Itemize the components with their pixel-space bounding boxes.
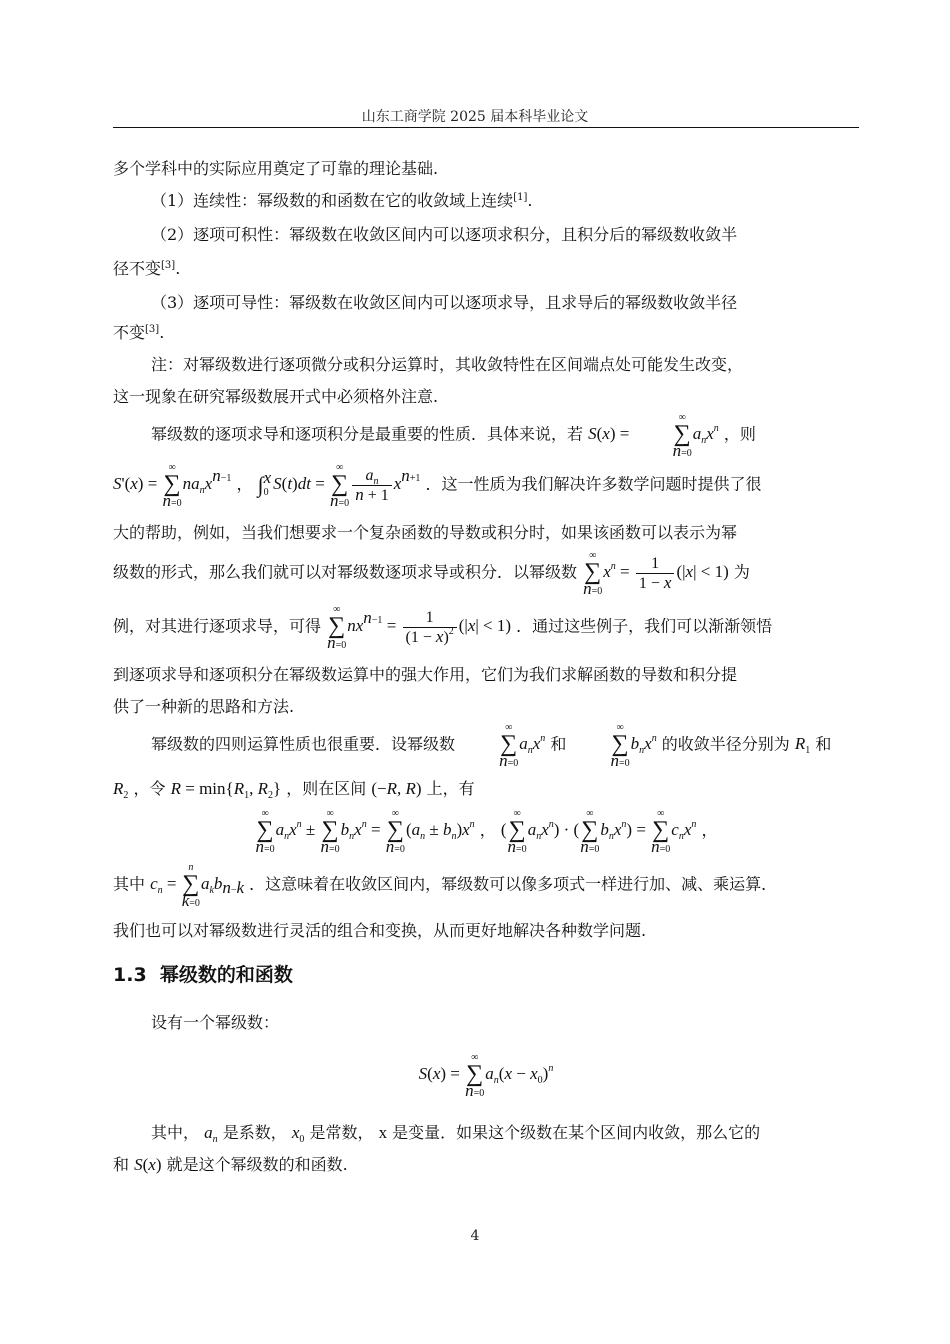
property-integrability-line1: （2）逐项可积性：幂级数在收敛区间内可以逐项求积分，且积分后的幂级数收敛半 (151, 225, 738, 244)
deriv-line6: 到逐项求导和逐项积分在幂级数运算中的强大作用，它们为我们求解函数的导数和积分提 (113, 665, 738, 684)
formula-power-series: S(x) = ∞ ∑ n=0 $a_n(x - x_0)^n$ (418, 1052, 554, 1100)
formula-arithmetic-display: ∞ ∑ n=0 $a_nx^n$ ± ∞ ∑ n=0 $b_nx^n$ = ∞ ∑ n=0 $(a_n \pm b_n)x^n$ ， ( ∞ ∑ n=0 $a_nx^n$) · ( ∞ ∑ n=0 $b_nx^n$) = ∞ ∑ n=0 $c_nx^n$ ， (255, 808, 718, 856)
formula-cauchy-product: $c_n$ = n ∑ k=0 $a_kb_{n-k}$ (150, 862, 245, 910)
arith-line1: 幂级数的四则运算性质也很重要．设幂级数 ∞ ∑ n=0 $a_nx^n$ 和 ∞ ∑ n=0 $b_nx^n$ 的收敛半径分别为 $R_1$ 和 (151, 722, 832, 770)
property-differentiability-line1: （3）逐项可导性：幂级数在收敛区间内可以逐项求导，且求导后的幂级数收敛半径 (151, 293, 738, 312)
deriv-line2: S'(x) = ∞ ∑ n=0 $na_nx^{n-1}$ ， ∫x 0 S(t)dt = ∞ ∑ n=0 $\frac{a_n}{n + 1}$ $x^{n+1}$ ．这一性质为我们解决许多数学问题时提供了很 (113, 462, 762, 510)
formula-derivative: S'(x) = ∞ ∑ n=0 $na_nx^{n-1}$ (113, 462, 232, 510)
section-heading: 1.3 幂级数的和函数 (113, 964, 293, 986)
arith-line3: 其中 $c_n$ = n ∑ k=0 $a_kb_{n-k}$ ．这意味着在收敛区间内，幂级数可以像多项式一样进行加、减、乘运算． (113, 862, 778, 910)
formula-geometric-series: ∞ ∑ n=0 $x^n$ = $\frac{1}{1 - x}$ (|x| < 1) (583, 550, 729, 598)
page-number: 4 (470, 1228, 480, 1244)
formula-series-a: ∞ ∑ n=0 $a_nx^n$ (499, 722, 546, 770)
note-line1: 注：对幂级数进行逐项微分或积分运算时，其收敛特性在区间端点处可能发生改变， (151, 355, 744, 374)
arith-line4: 我们也可以对幂级数进行灵活的组合和变换，从而更好地解决各种数学问题. (113, 921, 647, 940)
deriv-line5: 例，对其进行逐项求导，可得 ∞ ∑ n=0 $nx^{n-1}$ = $\frac{1}{(1 - x)^2}$ (|x| < 1) ．通过这些例子，我们可以渐渐领悟 (113, 604, 773, 652)
deriv-line1: 幂级数的逐项求导和逐项积分是最重要的性质．具体来说，若 S(x) = ∞ ∑ n=0 $a_nx^n$ ，则 (151, 412, 756, 460)
deriv-line3: 大的帮助，例如，当我们想要求一个复杂函数的导数或积分时，如果该函数可以表示为幂 (113, 523, 738, 542)
property-integrability-line2: 径不变[3]. (113, 259, 181, 278)
deriv-line4: 级数的形式，那么我们就可以对幂级数逐项求导或积分．以幂级数 ∞ ∑ n=0 $x^n$ = $\frac{1}{1 - x}$ (|x| < 1) 为 (113, 550, 750, 598)
formula-series-b: ∞ ∑ n=0 $b_nx^n$ (610, 722, 657, 770)
header-rule (113, 127, 859, 128)
paragraph-intro: 多个学科中的实际应用奠定了可靠的理论基础. (113, 159, 439, 178)
sum-line1: 其中， $a_n$ 是系数， $x_0$ 是常数， x 是变量．如果这个级数在某个区间内收敛，那么它的 (151, 1123, 761, 1145)
formula-sum-definition: S(x) = ∞ ∑ n=0 $a_nx^n$ (588, 412, 719, 460)
note-line2: 这一现象在研究幂级数展开式中必须格外注意. (113, 387, 439, 406)
arith-line2: $R_2$ ，令 $R = \min\{R_1$, $R_2$} ，则在区间 (−R, R) 上，有 (113, 779, 475, 801)
property-continuity: （1）连续性：幂级数的和函数在它的收敛域上连续[1]. (151, 191, 533, 210)
formula-geometric-derivative: ∞ ∑ n=0 $nx^{n-1}$ = $\frac{1}{(1 - x)^2}$ (|x| < 1) (327, 604, 512, 652)
running-header: 山东工商学院 2025 届本科毕业论文 (361, 109, 589, 125)
formula-radius-min: $R = \min\{R_1$, $R_2$} (170, 779, 282, 801)
deriv-line7: 供了一种新的思路和方法. (113, 697, 295, 716)
sum-intro: 设有一个幂级数： (151, 1013, 280, 1032)
sum-line2: 和 S(x) 就是这个幂级数的和函数. (113, 1155, 348, 1174)
formula-integral: ∫x 0 S(t)dt = ∞ ∑ n=0 $\frac{a_n}{n + 1}$ $x^{n+1}$ (257, 462, 421, 510)
property-differentiability-line2: 不变[3]. (113, 323, 165, 342)
formula-interval: (−R, R) (371, 779, 422, 798)
